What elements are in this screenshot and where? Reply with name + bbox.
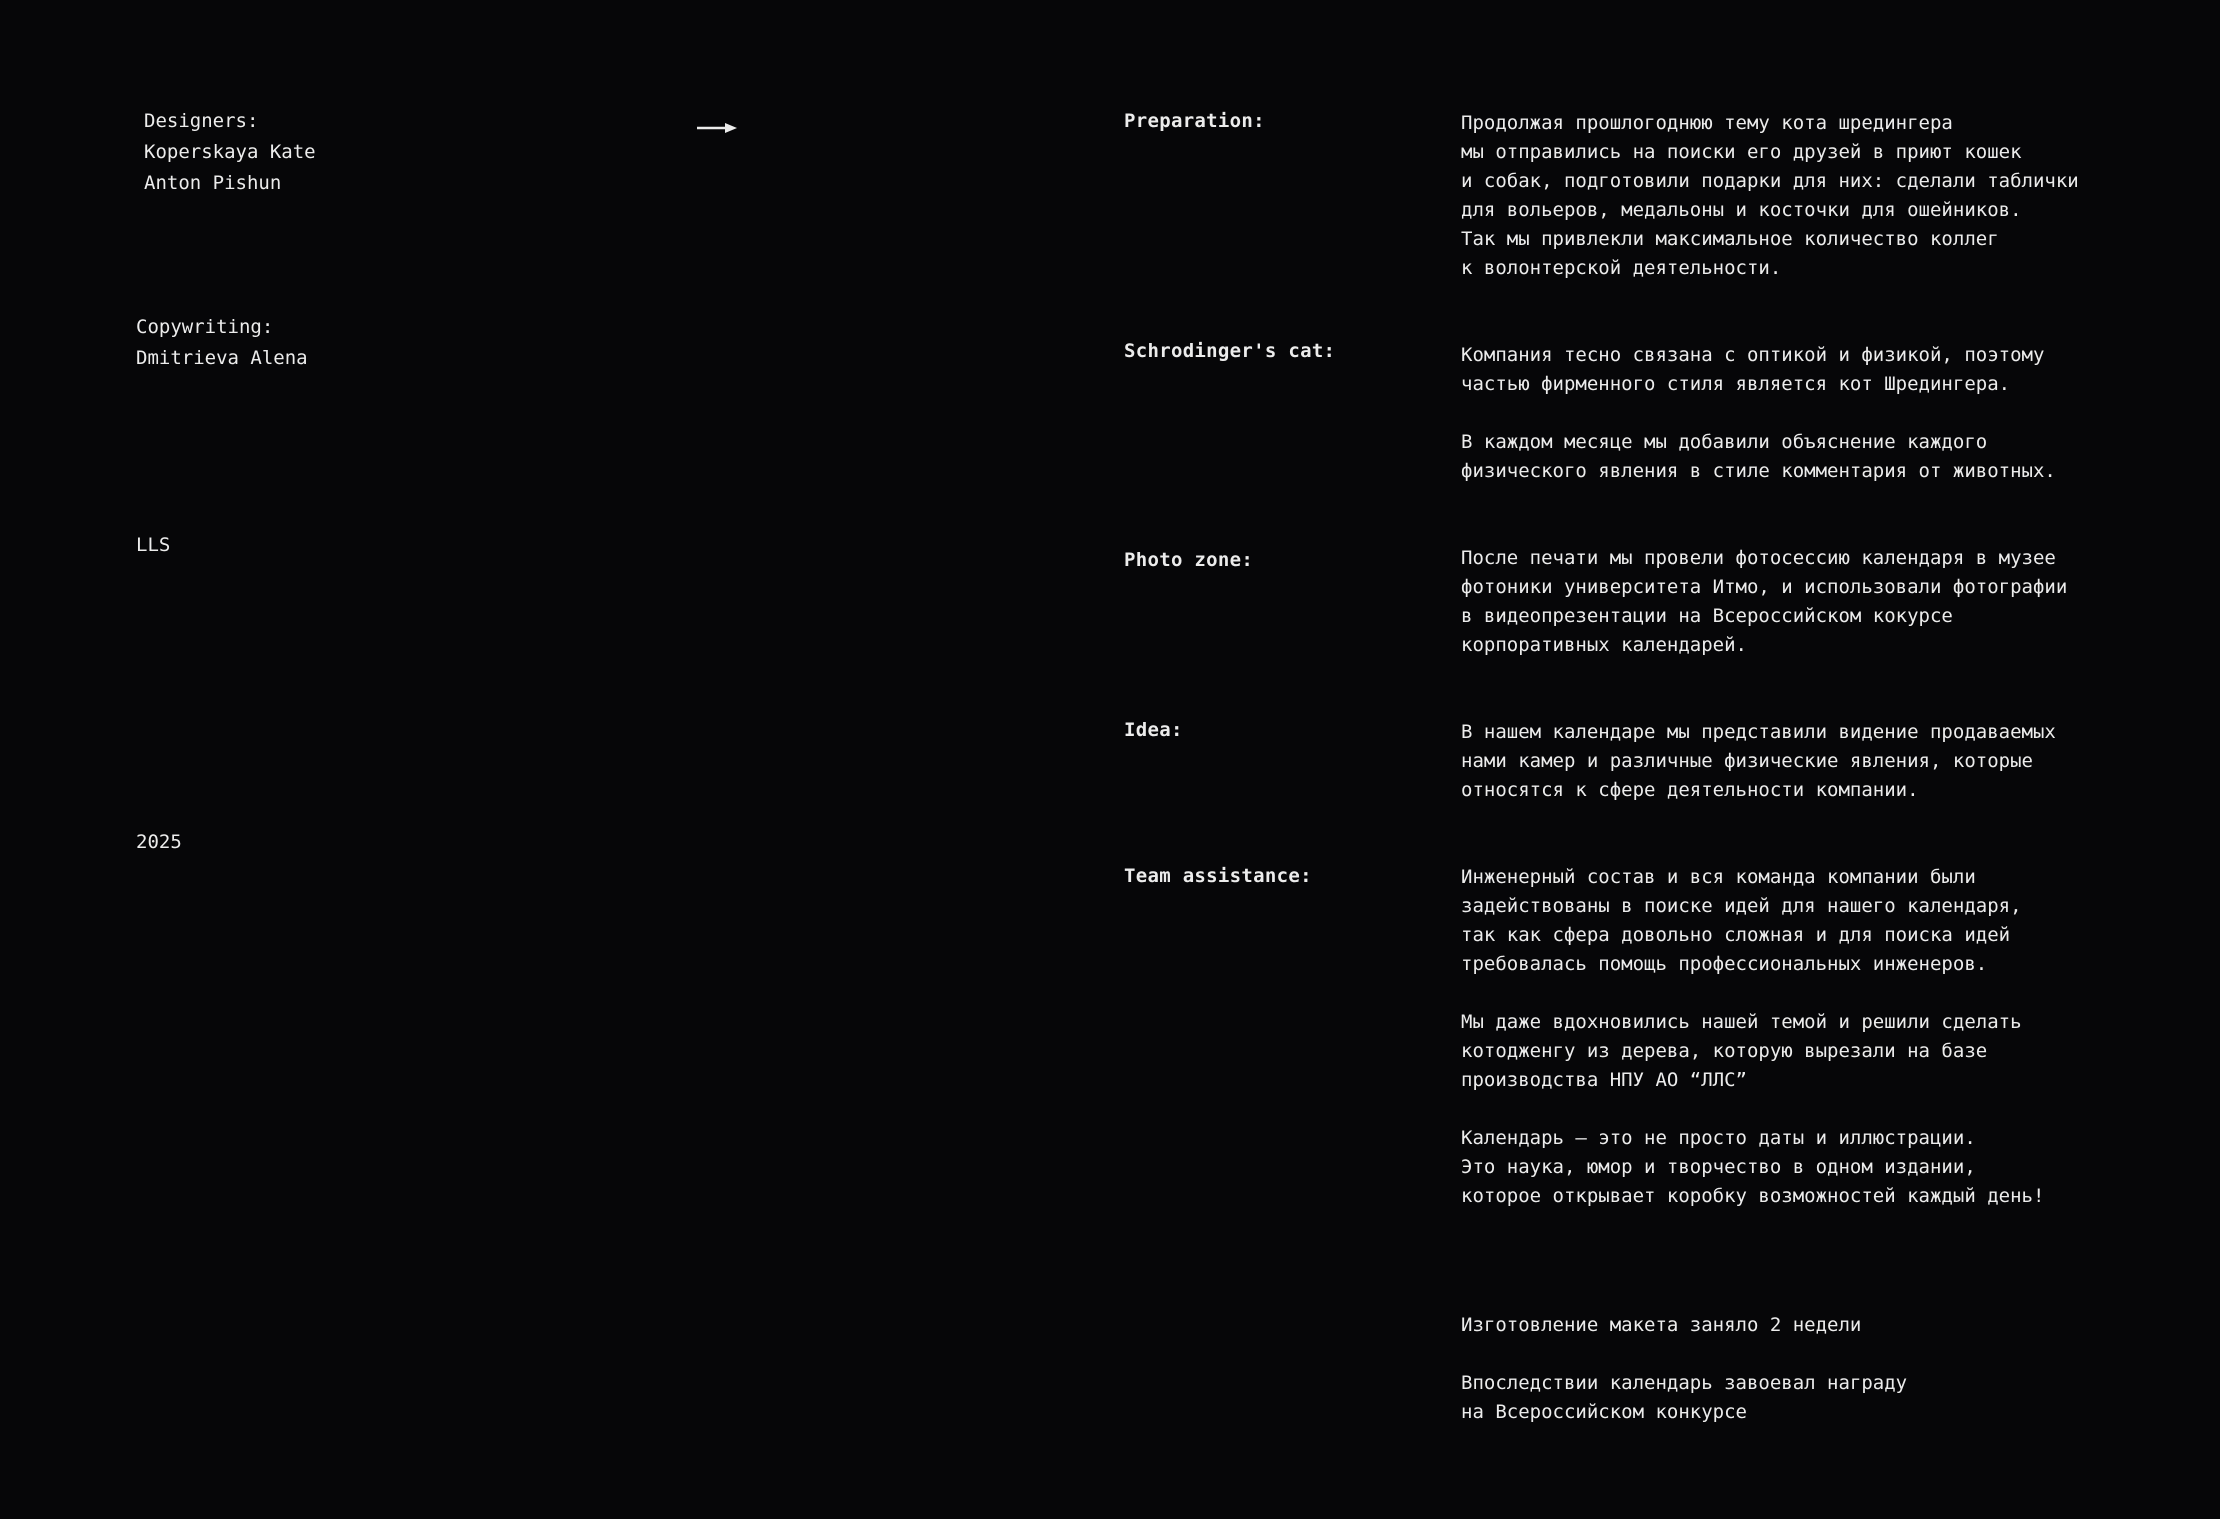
designer-name: Koperskaya Kate (144, 141, 316, 163)
text-line: нами камер и различные физические явления, которые (1461, 750, 2033, 772)
year: 2025 (136, 831, 182, 853)
team-assistance-text (1461, 863, 2044, 1211)
text-line: к волонтерской деятельности. (1461, 257, 1782, 279)
text-line: требовалась помощь профессиональных инженеров. (1461, 953, 1988, 975)
text-line: корпоративных календарей. (1461, 634, 1747, 656)
idea-text (1461, 718, 2056, 805)
copywriting-label: Copywriting: (136, 316, 274, 338)
text-line: фотоники университета Итмо, и использовали фотографии (1461, 576, 2068, 598)
schrodinger-text (1461, 341, 2056, 486)
duration-note: Изготовление макета заняло 2 недели (1461, 1314, 1862, 1336)
text-line: так как сфера довольно сложная и для поиска идей (1461, 924, 2011, 946)
text-line: Компания тесно связана с оптикой и физикой, поэтому (1461, 344, 2045, 366)
copywriting-block (136, 312, 308, 374)
text-line: задействованы в поиске идей для нашего календаря, (1461, 895, 2022, 917)
schrodinger-label: Schrodinger's cat: (1124, 340, 1336, 362)
text-line: котодженгу из дерева, которую вырезали на базе (1461, 1040, 1988, 1062)
text-line: в видеопрезентации на Всероссийском кокурсе (1461, 605, 1953, 627)
award-line: Впоследствии календарь завоевал награду (1461, 1372, 1908, 1394)
text-line: Мы даже вдохновились нашей темой и решили сделать (1461, 1011, 2022, 1033)
team-assistance-label: Team assistance: (1124, 865, 1312, 887)
text-line: В нашем календаре мы представили видение продаваемых (1461, 721, 2056, 743)
text-line: Инженерный состав и вся команда компании были (1461, 866, 1976, 888)
preparation-text (1461, 109, 2079, 283)
company-name: LLS (136, 534, 171, 556)
text-line: Это наука, юмор и творчество в одном издании, (1461, 1156, 1976, 1178)
text-line: для вольеров, медальоны и косточки для ошейников. (1461, 199, 2022, 221)
text-line: частью фирменного стиля является кот Шредингера. (1461, 373, 2011, 395)
text-line: производства НПУ АО “ЛЛС” (1461, 1069, 1747, 1091)
text-line: и собак, подготовили подарки для них: сделали таблички (1461, 170, 2079, 192)
idea-label: Idea: (1124, 719, 1183, 741)
arrow-right-icon (697, 122, 737, 134)
text-line: После печати мы провели фотосессию календаря в музее (1461, 547, 2056, 569)
copywriter-name: Dmitrieva Alena (136, 347, 308, 369)
text-line: которое открывает коробку возможностей каждый день! (1461, 1185, 2045, 1207)
designers-label: Designers: (144, 110, 259, 132)
text-line: В каждом месяце мы добавили объяснение каждого (1461, 431, 1988, 453)
designer-name: Anton Pishun (144, 172, 282, 194)
footer-notes (1461, 1311, 1907, 1427)
text-line: Продолжая прошлогоднюю тему кота шредингера (1461, 112, 1953, 134)
text-line: физического явления в стиле комментария от животных. (1461, 460, 2056, 482)
photo-zone-text (1461, 544, 2067, 660)
photo-zone-label: Photo zone: (1124, 549, 1254, 571)
award-line: на Всероссийском конкурсе (1461, 1401, 1747, 1423)
text-line: Календарь – это не просто даты и иллюстрации. (1461, 1127, 1976, 1149)
text-line: мы отправились на поиски его друзей в приют кошек (1461, 141, 2022, 163)
designers-block (144, 106, 316, 199)
text-line: Так мы привлекли максимальное количество коллег (1461, 228, 1999, 250)
preparation-label: Preparation: (1124, 110, 1265, 132)
text-line: относятся к сфере деятельности компании. (1461, 779, 1919, 801)
